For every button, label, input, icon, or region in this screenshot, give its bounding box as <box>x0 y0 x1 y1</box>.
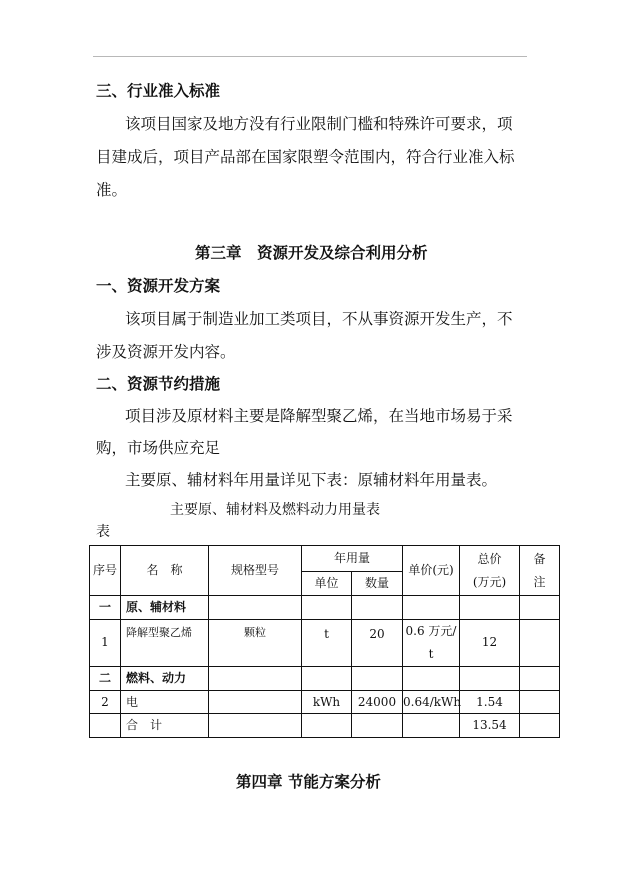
cell-seq: 2 <box>90 690 121 714</box>
header-unit: 单位 <box>302 572 352 596</box>
header-rule <box>93 56 527 57</box>
table-sum-row <box>90 714 560 738</box>
header-note-2: 注 <box>533 574 546 589</box>
section-heading-resource-saving: 二、资源节约措施 <box>96 375 221 393</box>
paragraph-line: 主要原、辅材料年用量详见下表：原辅材料年用量表。 <box>125 471 498 489</box>
materials-table <box>89 545 560 738</box>
header-note <box>520 546 560 596</box>
cell-name: 降解型聚乙烯 <box>121 619 209 666</box>
cell-quantity: 24000 <box>352 690 403 714</box>
header-total-label: 总价 <box>477 551 502 566</box>
header-total-unit: (万元) <box>472 574 507 589</box>
cell-spec: 颗粒 <box>209 619 302 666</box>
paragraph-line: 该项目属于制造业加工类项目，不从事资源开发生产，不 <box>125 310 513 328</box>
header-quantity: 数量 <box>352 572 403 596</box>
cell-unit-price: 0.64/kWh <box>403 690 460 714</box>
paragraph-line: 该项目国家及地方没有行业限制门槛和特殊许可要求，项 <box>125 115 513 133</box>
cell-seq: 1 <box>90 619 121 666</box>
cell-total: 1.54 <box>460 690 520 714</box>
paragraph-line: 涉及资源开发内容。 <box>96 343 236 361</box>
group-name: 燃料、动力 <box>121 666 209 690</box>
cell-note <box>520 690 560 714</box>
header-name: 名 称 <box>121 546 209 596</box>
table-row <box>90 690 560 714</box>
cell-name: 电 <box>121 690 209 714</box>
cell-unit-price-2: t <box>428 646 434 661</box>
cell-spec <box>209 690 302 714</box>
cell-unit: kWh <box>302 690 352 714</box>
cell-unit-price <box>403 619 460 666</box>
header-note-1: 备 <box>533 551 546 566</box>
table-caption-suffix: 表 <box>96 524 110 540</box>
table-group-row <box>90 596 560 620</box>
sum-label: 合 计 <box>121 714 209 738</box>
chapter-title-3: 第三章 资源开发及综合利用分析 <box>195 244 428 262</box>
cell-quantity: 20 <box>352 619 403 666</box>
cell-unit-price-1: 0.6 万元/ <box>405 624 457 638</box>
paragraph-line: 目建成后，项目产品部在国家限塑令范围内，符合行业准入标 <box>96 148 515 166</box>
group-seq: 一 <box>90 596 121 620</box>
group-name: 原、辅材料 <box>121 596 209 620</box>
header-unit-price: 单价(元) <box>403 546 460 596</box>
header-annual-usage: 年用量 <box>302 546 403 572</box>
chapter-title-4: 第四章 节能方案分析 <box>236 773 381 791</box>
header-total-price <box>460 546 520 596</box>
cell-note <box>520 619 560 666</box>
header-seq: 序号 <box>90 546 121 596</box>
section-heading-industry-access: 三、行业准入标准 <box>96 82 221 100</box>
table-group-row <box>90 666 560 690</box>
cell-unit: t <box>302 619 352 666</box>
table-row <box>90 619 560 666</box>
table-header-row <box>90 546 560 572</box>
paragraph-line: 购，市场供应充足 <box>96 439 221 457</box>
table-caption: 主要原、辅材料及燃料动力用量表 <box>170 502 380 518</box>
header-spec: 规格型号 <box>209 546 302 596</box>
paragraph-line: 准。 <box>96 181 128 199</box>
cell-total: 12 <box>460 619 520 666</box>
group-seq: 二 <box>90 666 121 690</box>
section-heading-resource-development: 一、资源开发方案 <box>96 277 221 295</box>
paragraph-line: 项目涉及原材料主要是降解型聚乙烯，在当地市场易于采 <box>125 407 513 425</box>
sum-total: 13.54 <box>460 714 520 738</box>
